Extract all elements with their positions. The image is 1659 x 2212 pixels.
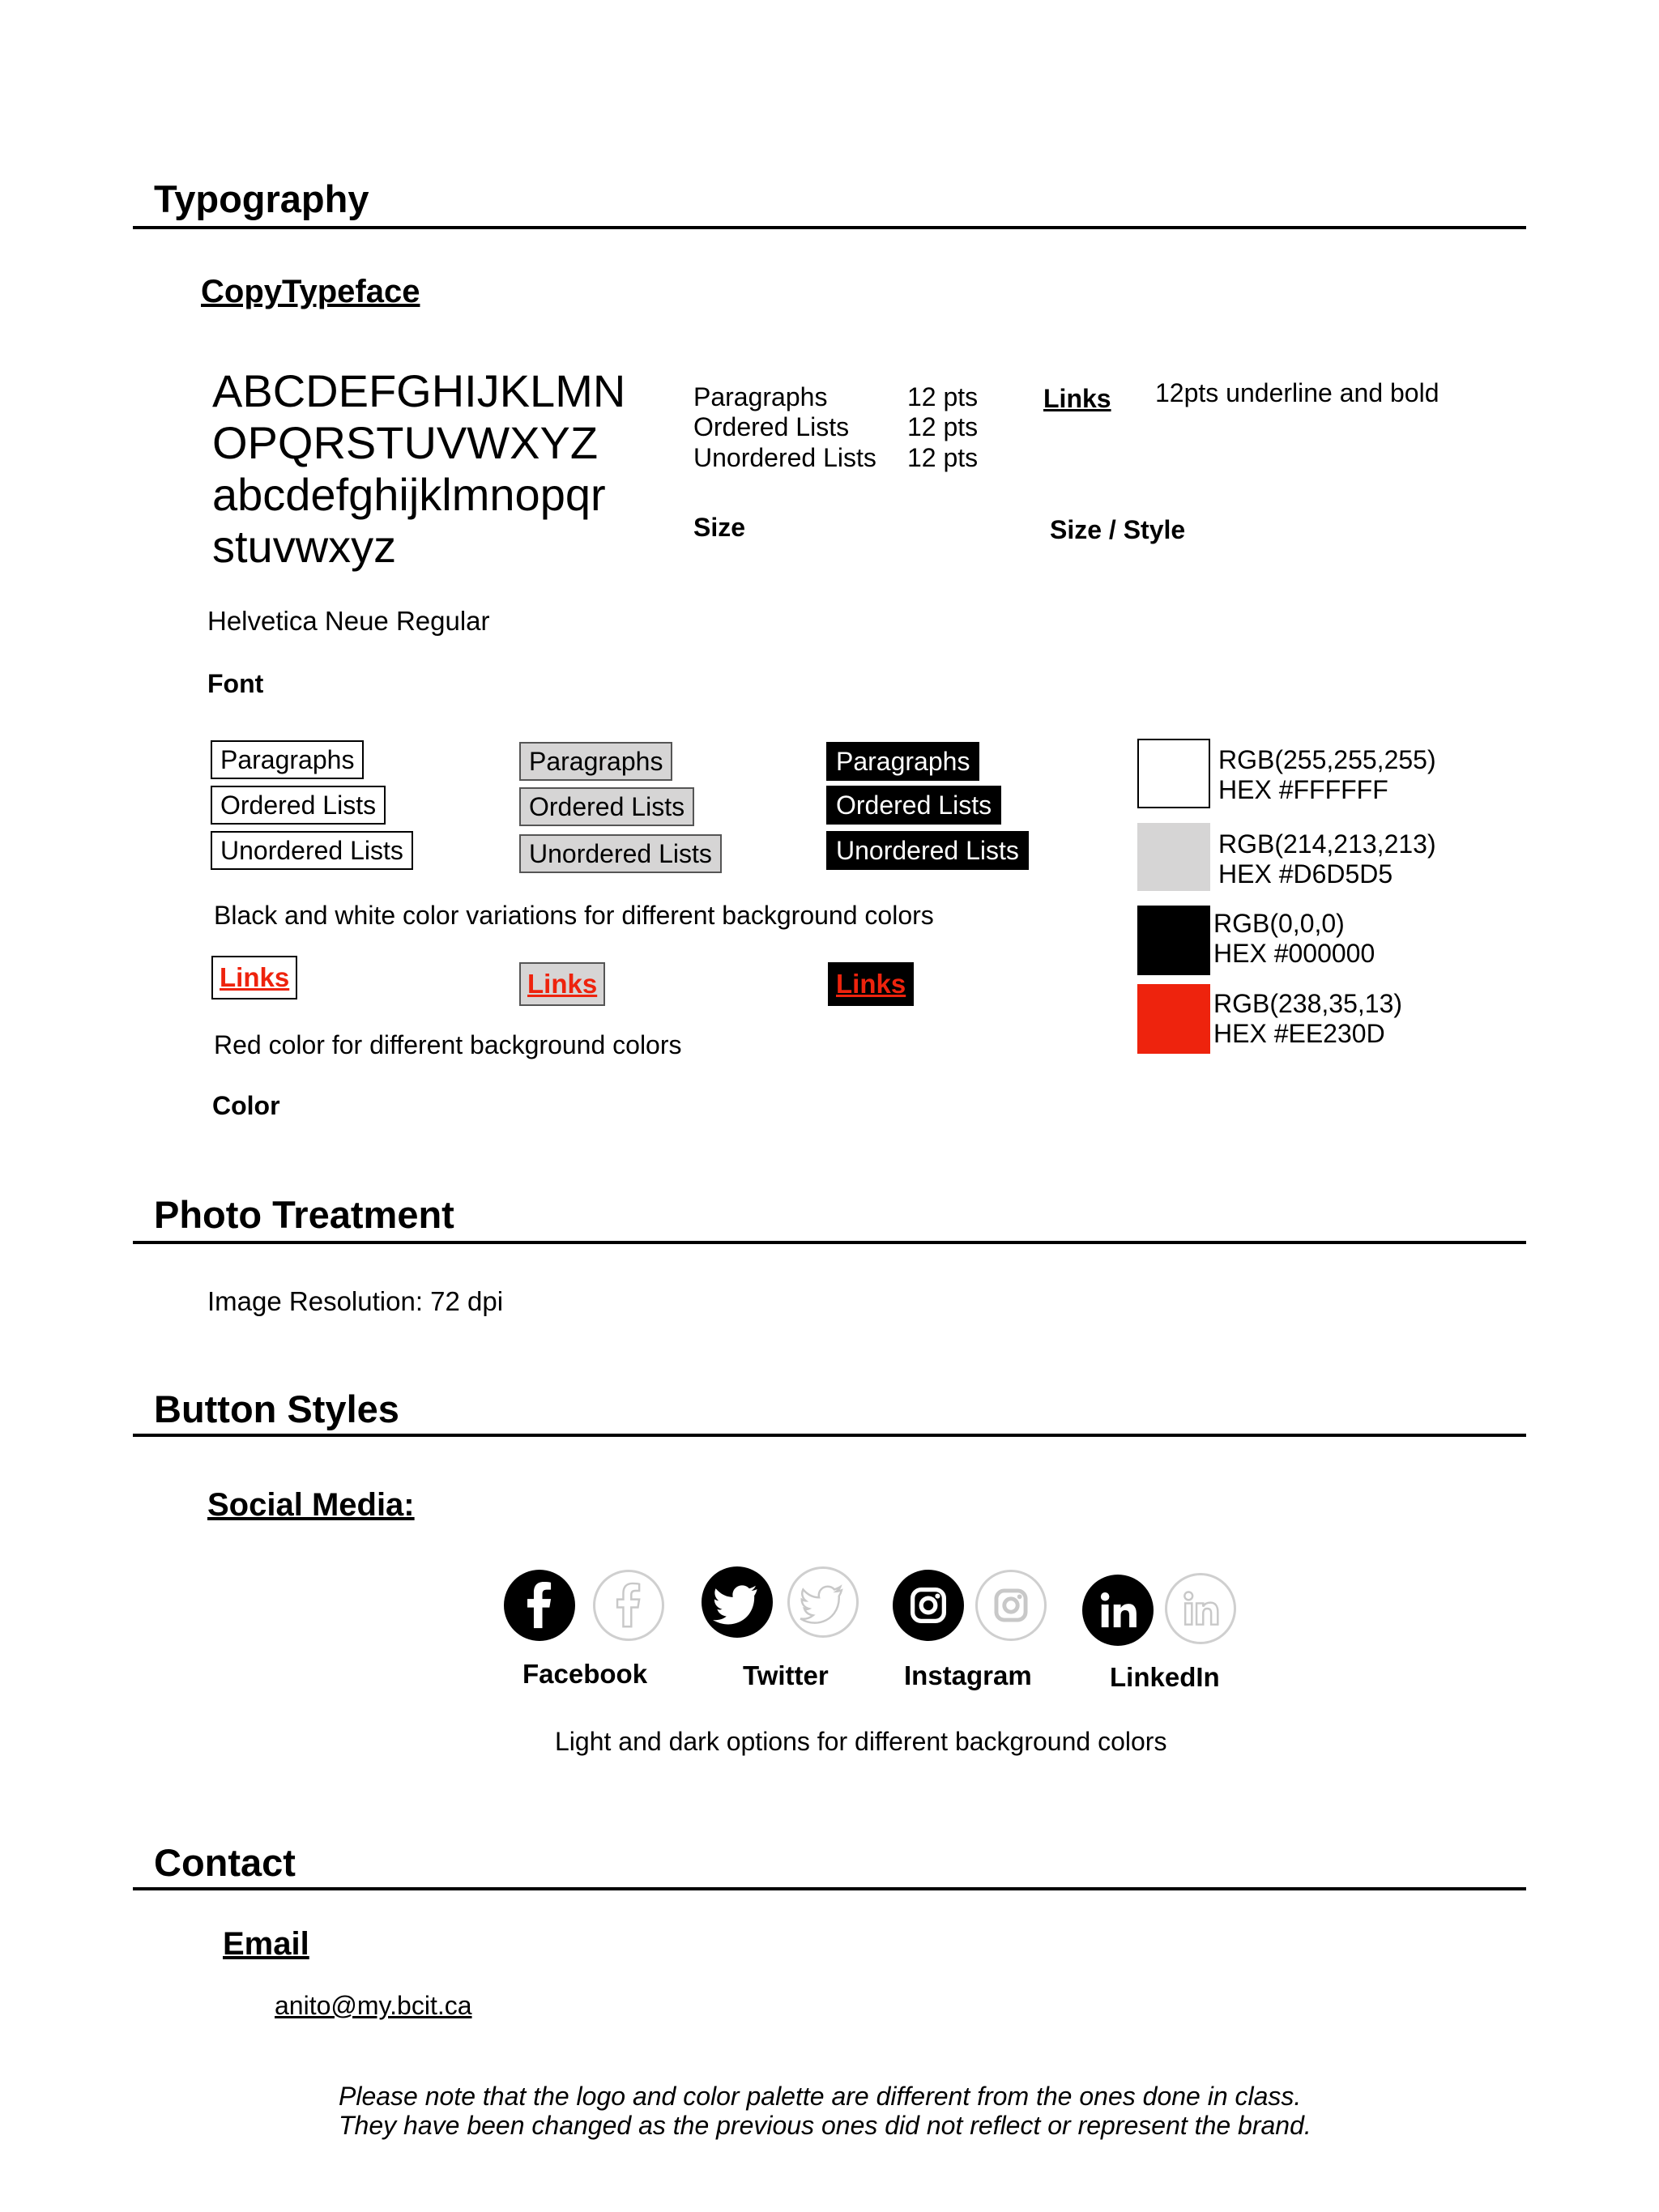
red-caption: Red color for different background colors [214,1030,682,1059]
linkedin-dark-icon[interactable] [1082,1575,1154,1646]
typography-divider [133,226,1526,229]
size-row-ordered: Ordered Lists [693,412,850,441]
black-ordered-sample: Ordered Lists [826,786,1001,825]
facebook-dark-icon[interactable] [504,1570,575,1641]
links-style: 12pts underline and bold [1155,378,1439,407]
twitter-label: Twitter [743,1660,829,1690]
linkedin-light-icon[interactable] [1165,1573,1236,1644]
note-line-1: Please note that the logo and color palette are different from the ones done in class. [339,2082,1302,2111]
font-name: Helvetica Neue Regular [207,606,490,636]
linkedin-label: LinkedIn [1110,1662,1220,1692]
facebook-label: Facebook [522,1659,648,1689]
facebook-light-icon[interactable] [593,1570,664,1641]
link-sample-black[interactable]: Links [828,962,914,1006]
swatch-red-hex: HEX #EE230D [1213,1019,1385,1048]
swatch-red-rgb: RGB(238,35,13) [1213,989,1403,1018]
copy-typeface-label: CopyTypeface [201,274,420,309]
swatch-black-rgb: RGB(0,0,0) [1213,909,1345,938]
social-media-label: Social Media: [207,1487,415,1523]
swatch-grey-rgb: RGB(214,213,213) [1218,829,1436,859]
note-line-2: They have been changed as the previous ones did not reflect or represent the brand. [339,2111,1311,2140]
color-label: Color [212,1091,280,1120]
swatch-grey-hex: HEX #D6D5D5 [1218,859,1393,889]
contact-divider [133,1887,1526,1890]
contact-heading: Contact [154,1841,296,1884]
swatch-white-hex: HEX #FFFFFF [1218,775,1388,804]
white-paragraphs-sample: Paragraphs [211,740,364,779]
white-unordered-sample: Unordered Lists [211,831,413,870]
image-resolution: Image Resolution: 72 dpi [207,1286,504,1316]
size-row-unordered-value: 12 pts [907,443,979,472]
grey-ordered-sample: Ordered Lists [519,787,694,826]
swatch-black-hex: HEX #000000 [1213,939,1375,968]
black-unordered-sample: Unordered Lists [826,831,1029,870]
link-sample-grey[interactable]: Links [519,962,605,1006]
social-caption: Light and dark options for different background colors [555,1727,1167,1756]
black-paragraphs-sample: Paragraphs [826,742,979,781]
alphabet-line-1: ABCDEFGHIJKLMN [212,365,626,416]
variation-caption: Black and white color variations for different background colors [214,901,934,930]
alphabet-line-4: stuvwxyz [212,521,397,572]
swatch-grey [1137,823,1210,891]
white-ordered-sample: Ordered Lists [211,786,386,825]
alphabet-line-2: OPQRSTUVWXYZ [212,417,599,468]
instagram-label: Instagram [904,1660,1032,1690]
swatch-white [1137,739,1210,808]
email-link[interactable]: anito@my.bcit.ca [275,1991,472,2020]
size-style-label: Size / Style [1050,515,1186,544]
typography-heading: Typography [154,177,369,220]
link-sample-white[interactable]: Links [211,956,297,999]
font-label: Font [207,669,264,698]
swatch-black [1137,906,1210,975]
instagram-dark-icon[interactable] [893,1570,964,1641]
twitter-light-icon[interactable] [787,1566,859,1638]
grey-unordered-sample: Unordered Lists [519,834,722,873]
grey-paragraphs-sample: Paragraphs [519,742,672,781]
alphabet-line-3: abcdefghijklmnopqr [212,469,606,520]
size-row-ordered-value: 12 pts [907,412,979,441]
button-styles-heading: Button Styles [154,1387,399,1430]
twitter-dark-icon[interactable] [702,1566,773,1638]
photo-divider [133,1241,1526,1244]
size-row-unordered: Unordered Lists [693,443,876,472]
links-label: Links [1043,384,1111,413]
email-label: Email [223,1926,309,1962]
instagram-light-icon[interactable] [975,1570,1047,1641]
size-label: Size [693,513,746,542]
swatch-white-rgb: RGB(255,255,255) [1218,745,1436,774]
size-row-paragraphs-value: 12 pts [907,382,979,411]
photo-heading: Photo Treatment [154,1193,454,1236]
size-row-paragraphs: Paragraphs [693,382,828,411]
swatch-red [1137,984,1210,1054]
button-styles-divider [133,1434,1526,1437]
